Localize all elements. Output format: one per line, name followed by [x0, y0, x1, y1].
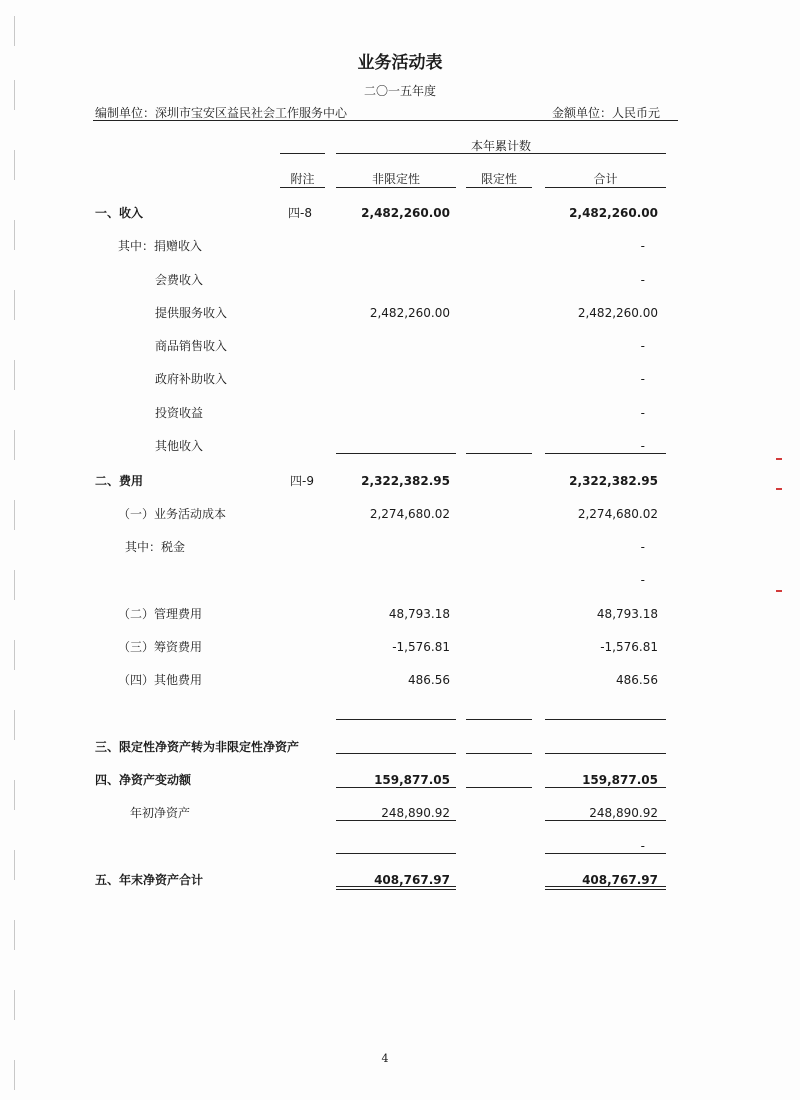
col-header-rule	[336, 187, 456, 188]
row-total: -	[640, 540, 645, 554]
punch-hole	[14, 16, 29, 46]
row-note: 四-8	[288, 206, 312, 220]
row-total: -	[640, 273, 645, 287]
punch-hole	[14, 290, 29, 320]
punch-hole	[14, 570, 29, 600]
row-unrestricted: 486.56	[408, 673, 450, 687]
row-label: 商品销售收入	[155, 339, 228, 353]
subtotal-rule	[466, 787, 532, 788]
row-label: 其中：捐赠收入	[118, 239, 203, 253]
binding-edge	[0, 0, 40, 1100]
currency-unit: 金额单位：人民币元	[551, 106, 660, 120]
red-mark	[776, 458, 782, 460]
subtotal-rule	[466, 453, 532, 454]
page-number: 4	[381, 1052, 389, 1065]
row-label: 四、净资产变动额	[95, 773, 192, 787]
row-total: 486.56	[616, 673, 658, 687]
subtotal-rule	[466, 753, 532, 754]
punch-hole	[14, 220, 29, 250]
punch-hole	[14, 990, 29, 1020]
row-total: -	[640, 573, 645, 587]
row-total: -	[640, 839, 645, 853]
row-label: 二、费用	[95, 474, 144, 488]
row-unrestricted: -1,576.81	[392, 640, 450, 654]
row-label: （二）管理费用	[118, 607, 203, 621]
row-label: 政府补助收入	[155, 372, 228, 386]
row-label: 五、年末净资产合计	[95, 873, 204, 887]
subtotal-rule	[545, 453, 666, 454]
header-rule	[93, 120, 678, 121]
punch-hole	[14, 780, 29, 810]
col-header-rule	[280, 187, 325, 188]
red-mark	[776, 590, 782, 592]
row-unrestricted: 408,767.97	[374, 873, 450, 887]
subtotal-rule	[336, 787, 456, 788]
row-label: 一、收入	[95, 206, 144, 220]
col-header-note: 附注	[290, 172, 315, 186]
punch-hole	[14, 360, 29, 390]
row-total: 2,482,260.00	[577, 306, 658, 320]
subtotal-rule	[336, 453, 456, 454]
row-total: 2,322,382.95	[569, 474, 658, 488]
group-header: 本年累计数	[470, 139, 531, 153]
row-total: -	[640, 339, 645, 353]
row-label: 会费收入	[155, 273, 204, 287]
subtotal-rule	[545, 820, 666, 821]
row-label: 其中：税金	[125, 540, 186, 554]
row-label: （四）其他费用	[118, 673, 203, 687]
row-unrestricted: 248,890.92	[381, 806, 450, 820]
punch-hole	[14, 710, 29, 740]
row-total: 159,877.05	[582, 773, 658, 787]
row-unrestricted: 48,793.18	[388, 607, 450, 621]
punch-hole	[14, 1060, 29, 1090]
subtotal-rule	[545, 753, 666, 754]
total-double-rule	[336, 886, 456, 890]
punch-hole	[14, 640, 29, 670]
punch-hole	[14, 430, 29, 460]
row-total: -	[640, 406, 645, 420]
subtotal-rule	[336, 853, 456, 854]
row-label: 年初净资产	[130, 806, 191, 820]
punch-hole	[14, 920, 29, 950]
row-label: 投资收益	[155, 406, 204, 420]
total-double-rule	[545, 886, 666, 890]
row-total: 48,793.18	[596, 607, 658, 621]
row-total: -1,576.81	[600, 640, 658, 654]
col-header-unrestricted: 非限定性	[371, 172, 420, 186]
row-unrestricted: 2,322,382.95	[361, 474, 450, 488]
row-total: 248,890.92	[589, 806, 658, 820]
reporting-entity: 编制单位：深圳市宝安区益民社会工作服务中心	[95, 106, 348, 120]
row-total: -	[640, 372, 645, 386]
row-label: 三、限定性净资产转为非限定性净资产	[95, 740, 300, 754]
col-header-rule	[466, 187, 532, 188]
subtotal-rule	[336, 753, 456, 754]
row-total: 408,767.97	[582, 873, 658, 887]
subtotal-rule	[545, 853, 666, 854]
row-total: 2,274,680.02	[577, 507, 658, 521]
red-mark	[776, 488, 782, 490]
row-total: -	[640, 239, 645, 253]
punch-hole	[14, 500, 29, 530]
page-title: 业务活动表	[357, 53, 443, 73]
row-note: 四-9	[290, 474, 314, 488]
punch-hole	[14, 850, 29, 880]
row-total: -	[640, 439, 645, 453]
col-header-total: 合计	[593, 172, 618, 186]
row-unrestricted: 2,274,680.02	[369, 507, 450, 521]
row-unrestricted: 159,877.05	[374, 773, 450, 787]
row-label: 提供服务收入	[155, 306, 228, 320]
report-period: 二〇一五年度	[363, 84, 436, 98]
punch-hole	[14, 150, 29, 180]
subtotal-rule	[545, 787, 666, 788]
subtotal-rule	[336, 820, 456, 821]
row-unrestricted: 2,482,260.00	[361, 206, 450, 220]
punch-hole	[14, 80, 29, 110]
note-header-rule-top	[280, 153, 325, 154]
col-header-rule	[545, 187, 666, 188]
subtotal-rule	[466, 719, 532, 720]
subtotal-rule	[545, 719, 666, 720]
row-label: 其他收入	[155, 439, 204, 453]
col-header-restricted: 限定性	[480, 172, 517, 186]
row-label: （一）业务活动成本	[118, 507, 227, 521]
subtotal-rule	[336, 719, 456, 720]
row-unrestricted: 2,482,260.00	[369, 306, 450, 320]
row-total: 2,482,260.00	[569, 206, 658, 220]
group-header-rule	[336, 153, 666, 154]
row-label: （三）筹资费用	[118, 640, 203, 654]
